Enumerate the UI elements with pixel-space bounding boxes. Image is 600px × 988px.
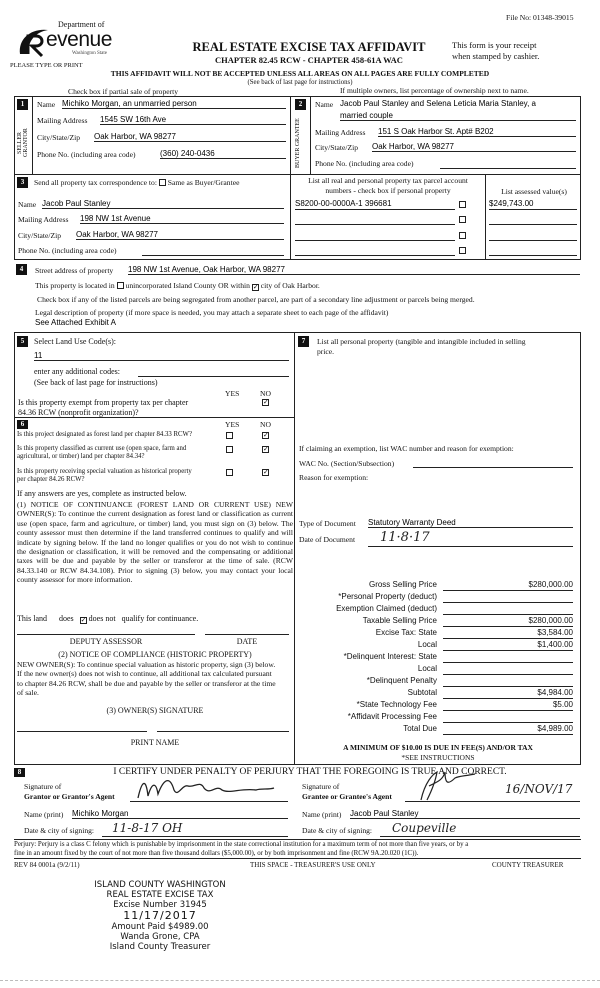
grantor-print-name-field[interactable]: Michiko Morgan [72,809,288,819]
seller-phone-field[interactable]: (360) 240-0436 [160,149,286,159]
total-label: Subtotal [407,688,437,697]
assessed-value-heading: List assessed value(s) [501,187,567,196]
reason-label: Reason for exemption: [299,473,369,482]
land-use-label: Select Land Use Code(s): [34,337,116,346]
delinquent-interest-state-field[interactable] [443,652,573,663]
grantee-print-name-field[interactable]: Jacob Paul Stanley [350,809,580,819]
taxable-selling-price-field[interactable]: $280,000.00 [443,616,573,627]
total-due-field[interactable]: $4,989.00 [443,724,573,735]
seller-grantor-label: SELLER GRANTOR [17,128,29,158]
continuance-notice: (1) NOTICE OF CONTINUANCE (FOREST LAND OR CURRENT USE) NEW OWNER(S): To continue the current designation as forest land or classification as current use (open space, farm and agriculture, or timber) land, you must sign on (3) below. The county assessor must then determine if the land transferred continues to qualify and will indicate by signing below. If the land no longer qualifies or you do not wish to continue the designation or classification, it will be removed and the compensating or additional taxes will be due and payable by the seller or transferor at the time of sale. (RCW 84.33.140 or RCW 84.34.108). Prior to signing (3) below, you may contact your local county assessor for more information. [17,500,293,585]
form-subtitle: CHAPTER 82.45 RCW - CHAPTER 458-61A WAC [215,55,403,65]
buyer-phone-field[interactable] [440,158,576,169]
delinquent-penalty-field[interactable] [443,676,573,687]
divider [310,96,311,174]
grantor-agent-label: Grantor or Grantor's Agent [24,792,115,801]
assessed-value-field[interactable] [489,230,577,241]
corr-phone-label: Phone No. (including area code) [18,246,117,255]
section-3-badge: 3 [17,177,28,188]
grantor-signature-icon [130,774,288,802]
correspondence-heading [34,178,239,187]
owner-signature-line-2[interactable] [157,731,289,732]
personal-property-checkbox[interactable] [459,232,466,239]
located-text-3: city of Oak Harbor. [260,281,320,290]
doc-type-field[interactable]: Statutory Warranty Deed [368,518,573,528]
scan-edge [0,980,600,981]
exemption-label: If claiming an exemption, list WAC number and reason for exemption: [299,444,514,453]
land-use-instructions: (See back of last page for instructions) [34,378,158,387]
file-number: File No: 01348-39015 [506,13,574,22]
divider [14,417,294,418]
excise-local-field[interactable]: $1,400.00 [443,640,573,651]
grantor-name-label: Name (print) [24,810,64,819]
corr-name-field[interactable]: Jacob Paul Stanley [42,199,284,209]
grantor-date-city-label: Date & city of signing: [24,826,95,835]
perjury-certification: I CERTIFY UNDER PENALTY OF PERJURY THAT THE FOREGOING IS TRUE AND CORRECT. [113,767,507,777]
no-header: NO [260,420,271,429]
location-line [35,281,320,291]
affidavit-fee-field[interactable] [443,712,573,723]
logo-dept: Department of [58,20,105,29]
parcels-heading: List all real and personal property tax parcel account [308,176,468,185]
legal-desc-label: Legal description of property (if more space is needed, you may attach a separate sheet to each page of the affidavit) [35,308,389,317]
historic-question-2: per chapter 84.26 RCW? [17,476,85,483]
technology-fee-field[interactable]: $5.00 [443,700,573,711]
total-label: *State Technology Fee [356,700,437,709]
stamp-tax: REAL ESTATE EXCISE TAX [106,890,214,900]
exemption-deduct-field[interactable] [443,604,573,615]
no-header: NO [260,389,271,398]
if-yes-note: If any answers are yes, complete as instructed below. [17,489,187,498]
divider [290,96,291,260]
deputy-assessor-label: DEPUTY ASSESSOR [69,637,143,646]
section-6-badge: 6 [17,420,28,429]
correspondence-heading-text: Send all property tax correspondence to: [34,178,157,187]
corr-phone-field[interactable] [142,245,284,256]
qualify-label: qualify for continuance. [121,614,199,623]
divider [14,839,581,840]
current-use-no-checkbox[interactable]: ✓ [263,445,269,453]
total-label: Gross Selling Price [368,580,437,589]
seller-mail-field[interactable]: 1545 SW 16th Ave [100,115,286,125]
seller-name-label: Name [37,100,56,109]
assessed-value-field[interactable]: $249,743.00 [489,199,577,210]
grantee-signature-icon [415,768,485,802]
personal-property-checkbox[interactable] [459,201,466,208]
assessed-value-field[interactable] [489,214,577,225]
owner-signature-label: (3) OWNER(S) SIGNATURE [106,706,204,715]
does-not-checkbox[interactable]: ✓ [80,616,87,624]
divider [485,174,486,260]
exempt-question-2: 84.36 RCW (nonprofit organization)? [18,408,139,417]
total-label: Local [417,640,437,649]
section-5-badge: 5 [17,336,28,347]
minimum-due-note: A MINIMUM OF $10.00 IS DUE IN FEE(S) AND/OR TAX [343,743,533,752]
additional-codes-label: enter any additional codes: [34,367,120,376]
please-type: PLEASE TYPE OR PRINT [10,62,83,69]
deputy-date-label: DATE [236,637,258,646]
form-title: REAL ESTATE EXCISE TAX AFFIDAVIT [192,40,426,54]
corr-mail-label: Mailing Address [18,215,69,224]
buyer-name-field[interactable]: Jacob Paul Stanley and Selena Leticia Maria Stanley, a [340,99,536,108]
delinquent-interest-local-field[interactable] [443,664,573,675]
grantee-date-city-label: Date & city of signing: [302,826,373,835]
forest-no-checkbox[interactable]: ✓ [263,431,269,439]
grantee-sig-label: Signature of [302,782,340,791]
treasurer-space-label: THIS SPACE - TREASURER'S USE ONLY [250,861,376,869]
seller-mail-label: Mailing Address [37,116,88,125]
stamp-excise-number: Excise Number 31945 [113,900,207,910]
current-use-question: Is this property classified as current use (open space, farm and [17,445,187,452]
wac-field[interactable] [413,458,573,468]
divider [14,174,581,175]
compliance-notice: NEW OWNER(S): To continue special valuation as historic property, sign (3) below. If the new owner(s) does not wish to continue, all additional tax calculated pursuant to chapter 84.26 RCW, shall be due and payable by the seller or transferor at the time of sale. [17,660,276,698]
excise-state-field[interactable]: $3,584.00 [443,628,573,639]
logo-name: evenue [46,28,112,51]
total-label: Exemption Claimed (deduct) [336,604,437,613]
section-1-badge: 1 [17,99,28,110]
instructions-note: (See back of last page for instructions) [247,79,353,86]
stamp-treasurer-name: Wanda Grone, CPA [120,932,200,942]
warning: THIS AFFIDAVIT WILL NOT BE ACCEPTED UNLESS ALL AREAS ON ALL PAGES ARE FULLY COMPLETED [110,69,490,78]
stamp-treasurer-title: Island County Treasurer [109,942,211,952]
parcel-number-field[interactable] [295,245,455,256]
same-as-buyer-label: Same as Buyer/Grantee [167,178,240,187]
see-instructions-note: *SEE INSTRUCTIONS [401,753,475,762]
section-7-badge: 7 [298,336,309,347]
buyer-name-field-line2[interactable]: married couple [340,111,576,121]
buyer-grantee-label: BUYER GRANTEE [295,118,301,168]
city-checkbox[interactable]: ✓ [252,283,259,291]
form-revision: REV 84 0001a (9/2/11) [14,861,80,869]
assessed-value-field[interactable] [489,245,577,256]
deputy-signature-line[interactable] [17,634,195,635]
unincorporated-checkbox[interactable] [117,282,124,289]
gross-selling-price-field[interactable]: $280,000.00 [443,580,573,591]
grantee-signature-field[interactable] [405,780,580,802]
grantor-date-city-field[interactable]: 11-8-17 OH [102,821,288,837]
historic-no-checkbox[interactable]: ✓ [263,468,269,476]
personal-property-checkbox[interactable] [459,216,466,223]
total-label: Total Due [403,724,437,733]
parcels-heading-2: numbers - check box if personal property [325,186,451,195]
does-not-label: does not [88,614,116,623]
section-2-badge: 2 [295,99,306,110]
yes-header: YES [225,420,240,429]
forest-land-question: Is this project designated as forest land per chapter 84.33 RCW? [17,431,192,438]
grantee-name-label: Name (print) [302,810,342,819]
buyer-mail-field[interactable]: 151 S Oak Harbor St. Apt# B202 [378,127,576,137]
historic-question: Is this property receiving special valuation as historical property [17,468,192,475]
seller-city-label: City/State/Zip [37,133,81,142]
corr-name-label: Name [18,200,37,209]
current-use-yes-checkbox[interactable] [226,446,233,453]
parcel-number-field[interactable] [295,214,455,225]
grantee-agent-label: Grantee or Grantee's Agent [302,792,392,801]
same-as-buyer-checkbox[interactable] [159,179,166,186]
subtotal-field[interactable]: $4,984.00 [443,688,573,699]
seller-city-field[interactable]: Oak Harbor, WA 98277 [94,132,286,142]
located-text: This property is located in [35,281,115,290]
corr-mail-field[interactable]: 198 NW 1st Avenue [80,214,284,224]
doc-type-label: Type of Document [299,519,356,528]
stamp-date: 11/17/2017 [123,909,197,922]
buyer-city-field[interactable]: Oak Harbor, WA 98277 [372,142,576,152]
stamp-amount: Amount Paid $4989.00 [111,922,209,932]
personal-property-checkbox[interactable] [459,247,466,254]
yes-header: YES [225,389,240,398]
print-name-label: PRINT NAME [130,738,180,747]
buyer-name-label: Name [315,100,334,109]
street-address-field[interactable]: 198 NW 1st Avenue, Oak Harbor, WA 98277 [128,265,580,275]
corr-city-field[interactable]: Oak Harbor, WA 98277 [76,230,284,240]
section-8-badge: 8 [14,768,25,777]
legal-desc-field[interactable]: See Attached Exhibit A [35,318,116,327]
street-label: Street address of property [35,266,114,275]
multiple-owners-note: If multiple owners, list percentage of ownership next to name. [340,86,529,95]
buyer-city-label: City/State/Zip [315,143,359,152]
perjury-note-2: fine in an amount fixed by the court of not more than five thousand dollars ($5,000.00), or by both imprisonment and fine (RCW 9A.20.020 (1C)). [14,850,581,859]
does-label: does [59,614,74,623]
total-label: *Delinquent Penalty [366,676,437,685]
total-label: Excise Tax: State [375,628,437,637]
receipt-note-1: This form is your receipt [452,40,537,50]
grantor-sig-label: Signature of [24,782,62,791]
additional-codes-field[interactable] [138,367,289,377]
personal-property-label: List all personal property (tangible and intangible included in selling [317,337,526,346]
seller-name-field[interactable]: Michiko Morgan, an unmarried person [62,99,286,109]
partial-sale-label: Check box if partial sale of property [68,87,179,96]
doc-date-label: Date of Document [299,535,356,544]
located-text-2: unincorporated Island County OR within [125,281,250,290]
county-treasurer-label: COUNTY TREASURER [492,861,564,869]
compliance-title: (2) NOTICE OF COMPLIANCE (HISTORIC PROPERTY) [58,650,252,659]
land-use-code-field[interactable]: 11 [34,351,289,361]
grantor-signature-field[interactable] [130,780,288,802]
personal-property-label-2: price. [317,347,335,356]
exempt-no-checkbox[interactable]: ✓ [263,398,269,406]
receipt-note-2: when stamped by cashier. [452,51,540,61]
forest-yes-checkbox[interactable] [226,432,233,439]
buyer-phone-label: Phone No. (including area code) [315,159,414,168]
continuance-line [17,614,198,624]
dor-logo [14,20,119,60]
personal-property-deduct-field[interactable] [443,592,573,603]
wac-label: WAC No. (Section/Subsection) [299,459,395,468]
section-4-badge: 4 [16,264,27,275]
total-label: *Personal Property (deduct) [338,592,437,601]
owner-signature-line[interactable] [17,731,147,732]
total-label: Taxable Selling Price [362,616,437,625]
seller-phone-label: Phone No. (including area code) [37,150,136,159]
total-label: *Delinquent Interest: State [343,652,437,661]
buyer-mail-label: Mailing Address [315,128,366,137]
corr-city-label: City/State/Zip [18,231,62,240]
logo-state: Washington State [72,51,108,56]
deputy-date-line[interactable] [205,634,289,635]
total-label: *Affidavit Processing Fee [347,712,437,721]
divider [32,96,33,174]
total-label: Local [417,664,437,673]
exempt-question: Is this property exempt from property tax per chapter [18,398,189,407]
parcel-number-field[interactable]: S8200-00-0000A-1 396681 [295,199,455,210]
parcel-number-field[interactable] [295,230,455,241]
grantee-signature-date: 16/NOV/17 [505,782,573,796]
doc-date-field[interactable]: 11·8·17 [368,530,573,547]
current-use-question-2: agricultural, or timber) land per chapter 84.34? [17,453,145,460]
this-land: This land [17,614,47,623]
historic-yes-checkbox[interactable] [226,469,233,476]
perjury-note: Perjury: Perjury is a class C felony which is punishable by imprisonment in the state correctional institution for a maximum term of not more than five years, or by a [14,841,469,848]
grantee-date-city-field[interactable]: Coupeville [380,821,580,837]
stamp-county: ISLAND COUNTY WASHINGTON [94,880,226,890]
segregated-label: Check box if any of the listed parcels are being segregated from another parcel, are part of a secondary line adjustment or parcels being merged. [37,295,475,304]
